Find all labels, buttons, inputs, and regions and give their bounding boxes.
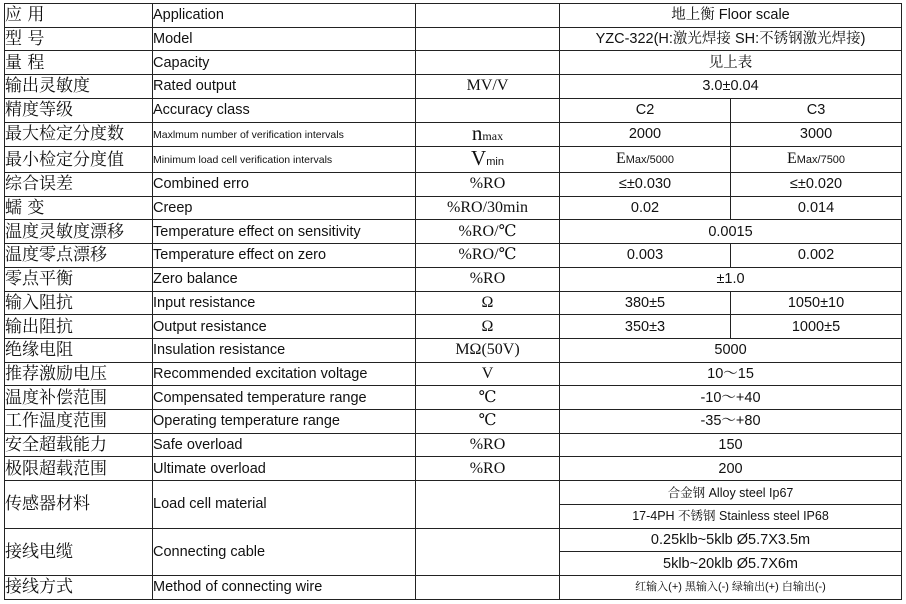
row-application <box>5 4 902 28</box>
value-c3: 0.014 <box>731 196 902 220</box>
label-cn: 综合误差 <box>5 173 153 197</box>
label-cn: 推荐激励电压 <box>5 362 153 386</box>
value-cable-long: 5klb~20klb Ø5.7X6m <box>560 552 902 576</box>
unit: nmax <box>416 122 560 147</box>
row-safe-overload <box>5 433 902 457</box>
value: -10～+40 <box>560 386 902 410</box>
row-material <box>5 481 902 505</box>
unit: Ω <box>416 315 560 339</box>
label-en: Application <box>153 4 416 28</box>
value: -35～+80 <box>560 410 902 434</box>
value-c3: EMax/7500 <box>731 147 902 173</box>
row-temp-sensitivity <box>5 220 902 244</box>
label-en: Insulation resistance <box>153 338 416 362</box>
label-en: Model <box>153 27 416 51</box>
label-en: Capacity <box>153 51 416 75</box>
value-c3: ≤±0.020 <box>731 173 902 197</box>
label-cn: 型 号 <box>5 27 153 51</box>
row-rated-output <box>5 75 902 99</box>
value: YZC-322(H:激光焊接 SH:不锈钢激光焊接) <box>560 27 902 51</box>
label-en: Combined erro <box>153 173 416 197</box>
label-cn: 接线方式 <box>5 575 153 599</box>
value-c2: 350±3 <box>560 315 731 339</box>
value: 3.0±0.04 <box>560 75 902 99</box>
row-wiring <box>5 575 902 599</box>
label-cn: 接线电缆 <box>5 528 153 575</box>
unit: %RO <box>416 433 560 457</box>
unit: ℃ <box>416 386 560 410</box>
label-cn: 安全超载能力 <box>5 433 153 457</box>
row-max-intervals <box>5 122 902 147</box>
label-cn: 最小检定分度值 <box>5 147 153 173</box>
label-cn: 温度灵敏度漂移 <box>5 220 153 244</box>
label-cn: 温度补偿范围 <box>5 386 153 410</box>
unit: %RO/℃ <box>416 244 560 268</box>
unit: %RO <box>416 457 560 481</box>
row-temp-zero <box>5 244 902 268</box>
row-compensated-temp <box>5 386 902 410</box>
label-en: Temperature effect on zero <box>153 244 416 268</box>
value: 200 <box>560 457 902 481</box>
unit: %RO/30min <box>416 196 560 220</box>
unit: Vmin <box>416 147 560 173</box>
unit <box>416 4 560 28</box>
label-en: Connecting cable <box>153 528 416 575</box>
unit: %RO <box>416 173 560 197</box>
row-ultimate-overload <box>5 457 902 481</box>
unit <box>416 481 560 528</box>
value-c3: C3 <box>731 98 902 122</box>
value-c2: 0.003 <box>560 244 731 268</box>
label-cn: 蠕 变 <box>5 196 153 220</box>
label-en: Method of connecting wire <box>153 575 416 599</box>
label-cn: 精度等级 <box>5 98 153 122</box>
row-capacity <box>5 51 902 75</box>
row-insulation-resistance <box>5 338 902 362</box>
unit <box>416 51 560 75</box>
unit: MV/V <box>416 75 560 99</box>
label-en: Accuracy class <box>153 98 416 122</box>
label-en: Operating temperature range <box>153 410 416 434</box>
unit: Ω <box>416 291 560 315</box>
unit <box>416 575 560 599</box>
row-combined-error <box>5 173 902 197</box>
value-stainless-steel: 17-4PH 不锈钢 Stainless steel IP68 <box>560 504 902 528</box>
value-c2: C2 <box>560 98 731 122</box>
row-output-resistance <box>5 315 902 339</box>
row-creep <box>5 196 902 220</box>
label-en: Maxlmum number of verification intervals <box>153 122 416 147</box>
unit: %RO <box>416 267 560 291</box>
row-operating-temp <box>5 410 902 434</box>
row-excitation-voltage <box>5 362 902 386</box>
label-cn: 应 用 <box>5 4 153 28</box>
row-cable <box>5 528 902 552</box>
label-cn: 零点平衡 <box>5 267 153 291</box>
value-c3: 3000 <box>731 122 902 147</box>
value: ±1.0 <box>560 267 902 291</box>
row-input-resistance <box>5 291 902 315</box>
label-en: Compensated temperature range <box>153 386 416 410</box>
value-c2: EMax/5000 <box>560 147 731 173</box>
row-model <box>5 27 902 51</box>
unit: MΩ(50V) <box>416 338 560 362</box>
unit <box>416 528 560 575</box>
value-c3: 0.002 <box>731 244 902 268</box>
value: 150 <box>560 433 902 457</box>
value-wiring: 红输入(+) 黑输入(-) 绿输出(+) 白输出(-) <box>560 575 902 599</box>
label-en: Load cell material <box>153 481 416 528</box>
label-cn: 输入阻抗 <box>5 291 153 315</box>
value-c2: ≤±0.030 <box>560 173 731 197</box>
label-en: Zero balance <box>153 267 416 291</box>
label-en: Safe overload <box>153 433 416 457</box>
label-cn: 极限超载范围 <box>5 457 153 481</box>
label-en: Input resistance <box>153 291 416 315</box>
unit: ℃ <box>416 410 560 434</box>
label-cn: 传感器材料 <box>5 481 153 528</box>
label-cn: 工作温度范围 <box>5 410 153 434</box>
unit: %RO/℃ <box>416 220 560 244</box>
label-cn: 量 程 <box>5 51 153 75</box>
value: 10～15 <box>560 362 902 386</box>
value-c2: 380±5 <box>560 291 731 315</box>
row-min-intervals <box>5 147 902 173</box>
spec-table <box>4 3 902 600</box>
value: 地上衡 Floor scale <box>560 4 902 28</box>
value: 0.0015 <box>560 220 902 244</box>
label-cn: 最大检定分度数 <box>5 122 153 147</box>
value-cable-short: 0.25klb~5klb Ø5.7X3.5m <box>560 528 902 552</box>
value-c2: 0.02 <box>560 196 731 220</box>
unit <box>416 27 560 51</box>
label-en: Creep <box>153 196 416 220</box>
label-cn: 温度零点漂移 <box>5 244 153 268</box>
row-accuracy-class <box>5 98 902 122</box>
label-cn: 输出灵敏度 <box>5 75 153 99</box>
value-alloy-steel: 合金钢 Alloy steel Ip67 <box>560 481 902 505</box>
unit <box>416 98 560 122</box>
value-c3: 1050±10 <box>731 291 902 315</box>
label-en: Temperature effect on sensitivity <box>153 220 416 244</box>
row-zero-balance <box>5 267 902 291</box>
label-en: Minimum load cell verification intervals <box>153 147 416 173</box>
unit: V <box>416 362 560 386</box>
label-cn: 输出阻抗 <box>5 315 153 339</box>
value: 5000 <box>560 338 902 362</box>
value-c3: 1000±5 <box>731 315 902 339</box>
label-en: Rated output <box>153 75 416 99</box>
value: 见上表 <box>560 51 902 75</box>
label-en: Recommended excitation voltage <box>153 362 416 386</box>
label-en: Ultimate overload <box>153 457 416 481</box>
value-c2: 2000 <box>560 122 731 147</box>
label-cn: 绝缘电阻 <box>5 338 153 362</box>
label-en: Output resistance <box>153 315 416 339</box>
